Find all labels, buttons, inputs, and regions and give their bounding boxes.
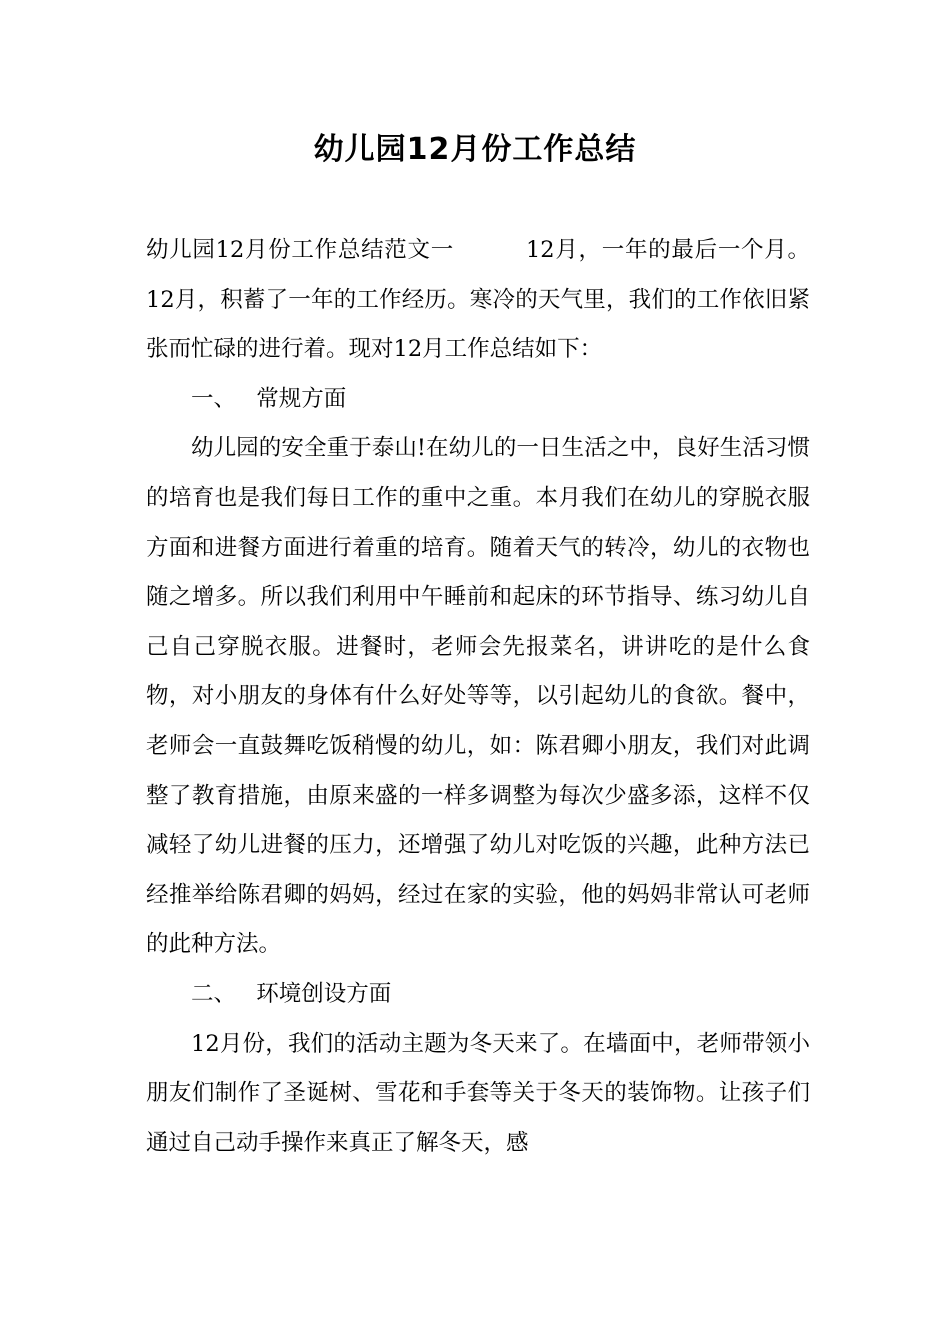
section-paragraph-1: 幼儿园的安全重于泰山!在幼儿的一日生活之中，良好生活习惯的培育也是我们每日工作的重中之重。本月我们在幼儿的穿脱衣服方面和进餐方面进行着重的培育。随着天气的转冷，幼儿的衣物也随之增多。所以我们利用中午睡前和起床的环节指导、练习幼儿自己自己穿脱衣服。进餐时，老师会先报菜名，讲讲吃的是什么食物，对小朋友的身体有什么好处等等，以引起幼儿的食欲。餐中，老师会一直鼓舞吃饭稍慢的幼儿，如：陈君卿小朋友，我们对此调整了教育措施，由原来盛的一样多调整为每次少盛多添，这样不仅减轻了幼儿进餐的压力，还增强了幼儿对吃饭的兴趣，此种方法已经推举给陈君卿的妈妈，经过在家的实验，他的妈妈非常认可老师的此种方法。 (146, 435, 810, 958)
section-heading-2 (146, 970, 810, 1020)
section-paragraph-2: 12月份，我们的活动主题为冬天来了。在墙面中，老师带领小朋友们制作了圣诞树、雪花和手套等关于冬天的装饰物。让孩子们通过自己动手操作来真正了解冬天，感 (146, 1030, 810, 1156)
section-number-2: 二、 (191, 980, 237, 1007)
document-body (146, 226, 810, 1168)
intro-lead: 幼儿园12月份工作总结范文一 (146, 237, 454, 263)
document-title: 幼儿园12月份工作总结 (313, 132, 637, 167)
section-heading-1 (146, 375, 810, 425)
intro-paragraph (146, 226, 810, 375)
intro-text: 12月，一年的最后一个月。12月，积蓄了一年的工作经历。寒冷的天气里，我们的工作依旧紧张而忙碌的进行着。现对12月工作总结如下： (146, 237, 810, 363)
section-heading-label-2: 环境创设方面 (256, 980, 392, 1007)
section-heading-label-1: 常规方面 (256, 385, 347, 412)
section-number-1: 一、 (191, 385, 237, 412)
